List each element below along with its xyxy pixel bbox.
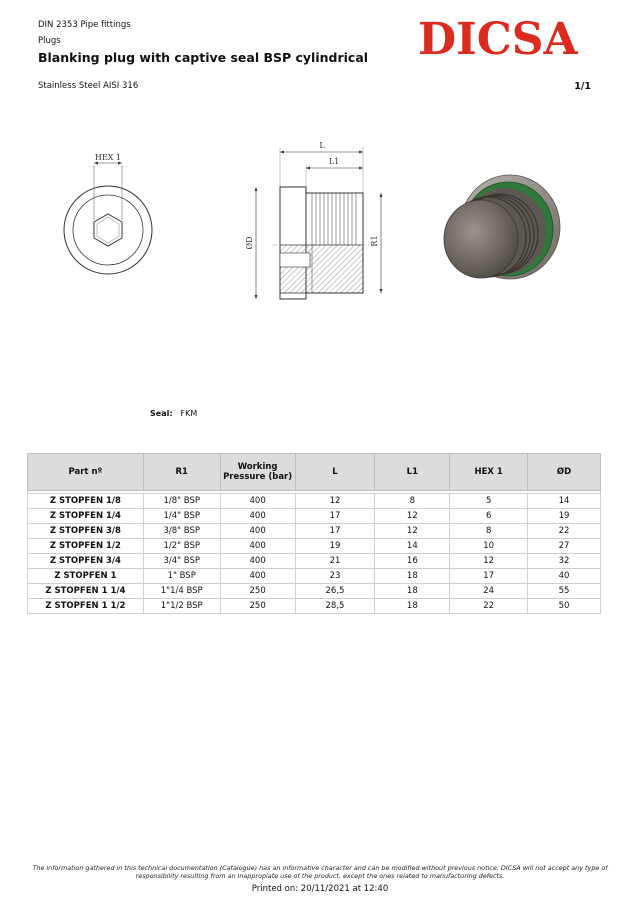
table-cell: Z STOPFEN 1/8 bbox=[28, 494, 144, 509]
table-row bbox=[28, 554, 601, 569]
col-pressure: Working Pressure (bar) bbox=[220, 454, 295, 491]
table-cell: 8 bbox=[375, 494, 450, 509]
table-cell: 17 bbox=[450, 569, 528, 584]
table-cell: 10 bbox=[450, 539, 528, 554]
table-cell: 400 bbox=[220, 524, 295, 539]
table-cell: 1/2" BSP bbox=[143, 539, 220, 554]
dim-l1-label: L1 bbox=[328, 157, 340, 166]
table-cell: 19 bbox=[528, 509, 601, 524]
table-row bbox=[28, 599, 601, 614]
table-header-row bbox=[28, 454, 601, 491]
table-cell: 24 bbox=[450, 584, 528, 599]
section-view bbox=[245, 141, 383, 299]
table-cell: 12 bbox=[375, 509, 450, 524]
table-row bbox=[28, 494, 601, 509]
table-cell: Z STOPFEN 1 1/2 bbox=[28, 599, 144, 614]
technical-drawings bbox=[40, 135, 600, 315]
disclaimer: The information gathered in this technical documentation (Catalogue) has an informative character and can be modified without previous notice. DICSA will not accept any type of responsibility resulting from an inappropiate use of the product, except the ones related to manufacturing defects. bbox=[32, 864, 608, 880]
table-cell: 21 bbox=[295, 554, 375, 569]
table-cell: 400 bbox=[220, 539, 295, 554]
table-cell: 1/4" BSP bbox=[143, 509, 220, 524]
standard-label: DIN 2353 Pipe fittings bbox=[38, 20, 131, 30]
table-cell: 18 bbox=[375, 599, 450, 614]
col-od: ØD bbox=[528, 454, 601, 491]
seal-label: Seal: bbox=[150, 409, 173, 418]
table-cell: Z STOPFEN 1 bbox=[28, 569, 144, 584]
table-cell: 8 bbox=[450, 524, 528, 539]
table-cell: 3/4" BSP bbox=[143, 554, 220, 569]
table-cell: 1" BSP bbox=[143, 569, 220, 584]
table-cell: 400 bbox=[220, 494, 295, 509]
col-part-no: Part nº bbox=[28, 454, 144, 491]
table-cell: 22 bbox=[450, 599, 528, 614]
table-cell: 12 bbox=[375, 524, 450, 539]
table-row bbox=[28, 509, 601, 524]
table-cell: 14 bbox=[375, 539, 450, 554]
table-cell: 6 bbox=[450, 509, 528, 524]
table-cell: 17 bbox=[295, 524, 375, 539]
col-r1: R1 bbox=[143, 454, 220, 491]
table-cell: 400 bbox=[220, 569, 295, 584]
plug-3d-render bbox=[444, 175, 560, 279]
table-cell: 250 bbox=[220, 599, 295, 614]
table-cell: 32 bbox=[528, 554, 601, 569]
table-cell: 23 bbox=[295, 569, 375, 584]
table-row bbox=[28, 584, 601, 599]
table-cell: 50 bbox=[528, 599, 601, 614]
table-cell: 14 bbox=[528, 494, 601, 509]
table-cell: 1"1/4 BSP bbox=[143, 584, 220, 599]
col-l: L bbox=[295, 454, 375, 491]
hex-dimension-label: HEX 1 bbox=[94, 153, 122, 162]
table-cell: 5 bbox=[450, 494, 528, 509]
table-cell: 26,5 bbox=[295, 584, 375, 599]
spec-table bbox=[27, 453, 601, 614]
table-cell: 12 bbox=[295, 494, 375, 509]
seal-value: FKM bbox=[180, 409, 198, 418]
page-number: 1/1 bbox=[574, 81, 591, 92]
table-cell: 1/8" BSP bbox=[143, 494, 220, 509]
table-cell: 16 bbox=[375, 554, 450, 569]
table-cell: 1"1/2 BSP bbox=[143, 599, 220, 614]
table-cell: Z STOPFEN 3/8 bbox=[28, 524, 144, 539]
seal-info bbox=[150, 409, 197, 418]
table-cell: 18 bbox=[375, 569, 450, 584]
table-cell: Z STOPFEN 1/2 bbox=[28, 539, 144, 554]
logo-text: DICSA bbox=[418, 14, 578, 65]
table-cell: 28,5 bbox=[295, 599, 375, 614]
table-row bbox=[28, 569, 601, 584]
table-cell: 27 bbox=[528, 539, 601, 554]
category-label: Plugs bbox=[38, 36, 61, 46]
printed-date: Printed on: 20/11/2021 at 12:40 bbox=[251, 884, 389, 894]
table-cell: 40 bbox=[528, 569, 601, 584]
table-cell: Z STOPFEN 1 1/4 bbox=[28, 584, 144, 599]
dim-d-label: ØD bbox=[245, 236, 254, 250]
table-cell: 55 bbox=[528, 584, 601, 599]
front-view bbox=[64, 153, 152, 274]
table-row bbox=[28, 524, 601, 539]
table-cell: 400 bbox=[220, 509, 295, 524]
table-cell: Z STOPFEN 3/4 bbox=[28, 554, 144, 569]
dicsa-logo bbox=[418, 12, 604, 68]
dim-r1-label: R1 bbox=[370, 235, 379, 247]
material-label: Stainless Steel AISI 316 bbox=[38, 81, 139, 91]
table-row bbox=[28, 539, 601, 554]
table-body bbox=[28, 491, 601, 614]
table-cell: Z STOPFEN 1/4 bbox=[28, 509, 144, 524]
table-cell: 19 bbox=[295, 539, 375, 554]
table-cell: 250 bbox=[220, 584, 295, 599]
col-l1: L1 bbox=[375, 454, 450, 491]
table-cell: 17 bbox=[295, 509, 375, 524]
page-title: Blanking plug with captive seal BSP cylindrical bbox=[38, 50, 369, 65]
table-cell: 400 bbox=[220, 554, 295, 569]
table-cell: 3/8" BSP bbox=[143, 524, 220, 539]
col-hex1: HEX 1 bbox=[450, 454, 528, 491]
table-cell: 12 bbox=[450, 554, 528, 569]
table-cell: 22 bbox=[528, 524, 601, 539]
dim-l-label: L bbox=[319, 141, 325, 150]
table-cell: 18 bbox=[375, 584, 450, 599]
